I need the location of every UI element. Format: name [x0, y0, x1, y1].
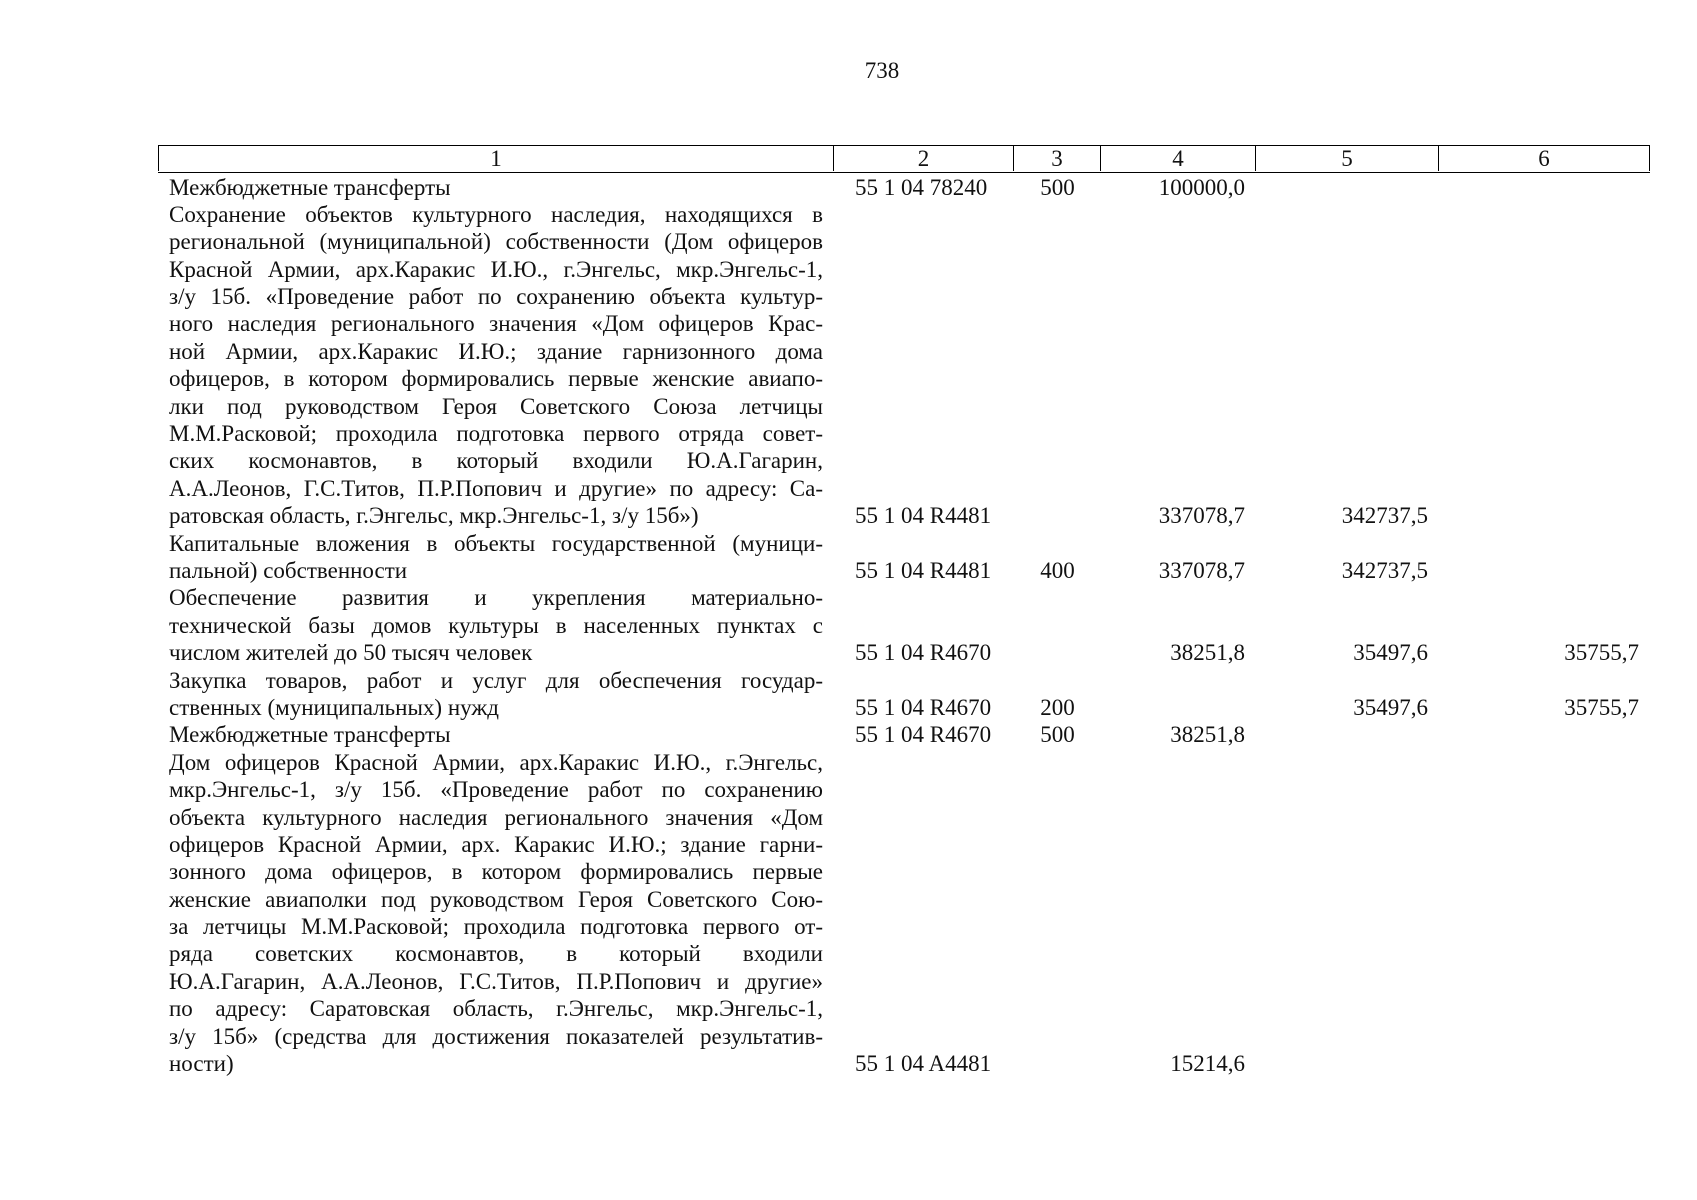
amount-cell-4: 38251,8	[1170, 640, 1245, 666]
description-line: пальной) собственности	[169, 557, 408, 583]
description-line: региональной (муниципальной) собственности (Дом офицеров	[169, 229, 823, 255]
amount-cell-6: 35755,7	[1564, 694, 1639, 720]
description-line: по адресу: Саратовская область, г.Энгельс, мкр.Энгельс-1,	[169, 996, 823, 1022]
header-cell-2: 2	[834, 146, 1014, 171]
table-row	[158, 174, 1650, 201]
row-description	[158, 174, 834, 201]
row-description	[158, 749, 834, 1078]
row-description	[158, 721, 834, 748]
description-line: Капитальные вложения в объекты государственной (муници-	[169, 530, 823, 556]
description-line: Сохранение объектов культурного наследия, находящихся в	[169, 201, 823, 227]
description-line: з/у 15б. «Проведение работ по сохранению объекта культур-	[169, 284, 823, 310]
target-code-cell: 55 1 04 R4670	[855, 694, 992, 720]
expense-type-cell: 500	[1040, 174, 1075, 200]
description-line: А.А.Леонов, Г.С.Титов, П.Р.Попович и другие» по адресу: Са-	[169, 475, 823, 501]
description-line: ного наследия регионального значения «Дом офицеров Крас-	[169, 311, 823, 337]
description-line: Закупка товаров, работ и услуг для обеспечения государ-	[169, 667, 823, 693]
description-line: ратовская область, г.Энгельс, мкр.Энгельс-1, з/у 15б»)	[169, 503, 699, 529]
description-line: Обеспечение развития и укрепления материально-	[169, 585, 823, 611]
expense-type-cell: 400	[1040, 557, 1075, 583]
header-cell-1: 1	[158, 146, 834, 171]
description-line: лки под руководством Героя Советского Союза летчицы	[169, 393, 823, 419]
description-line: за летчицы М.М.Расковой; проходила подготовка первого от-	[169, 914, 823, 940]
table-row	[158, 749, 1650, 1078]
description-line: объекта культурного наследия регионального значения «Дом	[169, 804, 823, 830]
table-row	[158, 584, 1650, 666]
expense-type-cell: 500	[1040, 722, 1075, 748]
description-line: зонного дома офицеров, в котором формировались первые	[169, 859, 823, 885]
description-line: офицеров Красной Армии, арх. Каракис И.Ю.; здание гарни-	[169, 831, 823, 857]
expense-type-cell: 200	[1040, 694, 1075, 720]
table-row	[158, 721, 1650, 748]
description-line: Ю.А.Гагарин, А.А.Леонов, Г.С.Титов, П.Р.Попович и другие»	[169, 968, 823, 994]
target-code-cell: 55 1 04 78240	[855, 174, 988, 200]
header-cell-6: 6	[1439, 146, 1650, 171]
description-line: Дом офицеров Красной Армии, арх.Каракис И.Ю., г.Энгельс,	[169, 749, 823, 775]
table-row	[158, 201, 1650, 530]
row-description	[158, 530, 834, 585]
table-body	[158, 174, 1650, 1078]
description-line: ряда советских космонавтов, в который входили	[169, 941, 823, 967]
amount-cell-4: 337078,7	[1158, 503, 1245, 529]
description-line: женские авиаполки под руководством Героя Советского Сою-	[169, 886, 823, 912]
table-row	[158, 530, 1650, 585]
description-line: ских космонавтов, в который входили Ю.А.Гагарин,	[169, 448, 823, 474]
table-row	[158, 667, 1650, 722]
row-description	[158, 584, 834, 666]
amount-cell-6: 35755,7	[1564, 640, 1639, 666]
table-header	[158, 145, 1650, 173]
description-line: ности)	[169, 1051, 234, 1077]
target-code-cell: 55 1 04 R4670	[855, 722, 992, 748]
description-line: технической базы домов культуры в населенных пунктах с	[169, 612, 823, 638]
amount-cell-4: 337078,7	[1158, 557, 1245, 583]
target-code-cell: 55 1 04 R4481	[855, 503, 992, 529]
description-line: офицеров, в котором формировались первые женские авиапо-	[169, 366, 823, 392]
header-cell-3: 3	[1014, 146, 1101, 171]
amount-cell-5: 35497,6	[1353, 640, 1428, 666]
description-line: Красной Армии, арх.Каракис И.Ю., г.Энгельс, мкр.Энгельс-1,	[169, 256, 823, 282]
amount-cell-5: 35497,6	[1353, 694, 1428, 720]
description-line: Межбюджетные трансферты	[169, 722, 451, 748]
target-code-cell: 55 1 04 R4481	[855, 557, 992, 583]
header-cell-4: 4	[1101, 146, 1256, 171]
description-line: ной Армии, арх.Каракис И.Ю.; здание гарнизонного дома	[169, 338, 823, 364]
description-line: числом жителей до 50 тысяч человек	[169, 640, 533, 666]
amount-cell-5: 342737,5	[1341, 503, 1428, 529]
description-line: ственных (муниципальных) нужд	[169, 694, 499, 720]
target-code-cell: 55 1 04 A4481	[855, 1051, 992, 1077]
description-line: Межбюджетные трансферты	[169, 174, 451, 200]
description-line: мкр.Энгельс-1, з/у 15б. «Проведение работ по сохранению	[169, 777, 823, 803]
row-description	[158, 201, 834, 530]
target-code-cell: 55 1 04 R4670	[855, 640, 992, 666]
description-line: з/у 15б» (средства для достижения показателей результатив-	[169, 1023, 823, 1049]
amount-cell-5: 342737,5	[1341, 557, 1428, 583]
description-line: М.М.Расковой; проходила подготовка первого отряда совет-	[169, 421, 823, 447]
amount-cell-4: 100000,0	[1158, 174, 1245, 200]
row-description	[158, 667, 834, 722]
amount-cell-4: 38251,8	[1170, 722, 1245, 748]
page-number: 738	[864, 58, 900, 83]
amount-cell-4: 15214,6	[1170, 1051, 1245, 1077]
header-cell-5: 5	[1256, 146, 1439, 171]
